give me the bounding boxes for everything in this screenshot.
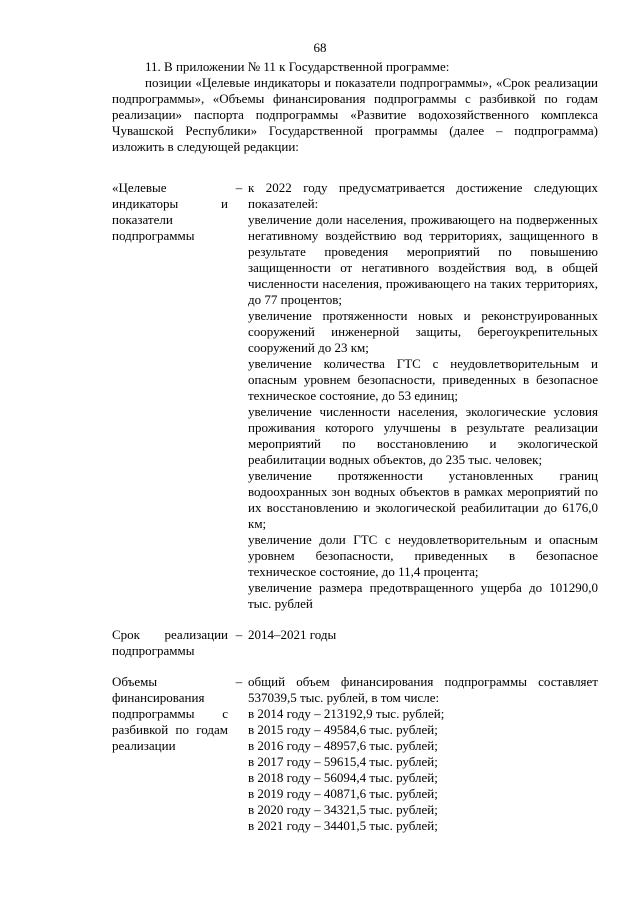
funding-dash: – <box>235 674 243 689</box>
indicator-item: к 2022 году предусматривается достижение следующих показателей: <box>248 180 598 211</box>
funding-item: в 2014 году – 213192,9 тыс. рублей; <box>248 706 445 721</box>
indicators-content <box>248 180 598 612</box>
period-label: Срок реализации подпрограммы <box>112 627 228 658</box>
funding-label: Объемы финансирования подпрограммы с разбивкой по годам реализации <box>112 674 228 753</box>
funding-content <box>248 674 598 834</box>
amendment-item-title: 11. В приложении № 11 к Государственной программе: <box>145 59 450 74</box>
funding-item: в 2017 году – 59615,4 тыс. рублей; <box>248 754 438 769</box>
amendment-item-body: позиции «Целевые индикаторы и показатели подпрограммы», «Срок реализации подпрограммы», «Объемы финансирования подпрограммы с разбивкой по годам реализации» паспорта подпрограммы «Развитие водохозяйственного комплекса Чувашской Республики» Государственной программы (далее – подпрограмма) изложить в следующей редакции: <box>112 75 598 154</box>
funding-item: в 2020 году – 34321,5 тыс. рублей; <box>248 802 438 817</box>
indicator-item: увеличение доли ГТС с неудовлетворительным и опасным уровнем безопасности, приведенных в безопасное техническое состояние, до 11,4 процента; <box>248 532 598 579</box>
page-number: 68 <box>313 40 327 55</box>
period-dash: – <box>235 627 243 642</box>
funding-item: в 2016 году – 48957,6 тыс. рублей; <box>248 738 438 753</box>
funding-item: общий объем финансирования подпрограммы составляет 537039,5 тыс. рублей, в том числе: <box>248 674 598 705</box>
indicator-item: увеличение протяженности новых и реконструированных сооружений инженерной защиты, берегоукрепительных сооружений до 23 км; <box>248 308 598 355</box>
amendment-intro <box>112 59 598 155</box>
funding-item: в 2021 году – 34401,5 тыс. рублей; <box>248 818 438 833</box>
indicator-item: увеличение протяженности установленных границ водоохранных зон водных объектов в рамках мероприятий по их восстановлению и экологической реабилитации до 6176,0 км; <box>248 468 598 531</box>
indicator-item: увеличение размера предотвращенного ущерба до 101290,0 тыс. рублей <box>248 580 598 611</box>
indicators-label: «Целевые индикаторы и показатели подпрограммы <box>112 180 228 243</box>
funding-item: в 2018 году – 56094,4 тыс. рублей; <box>248 770 438 785</box>
funding-item: в 2015 году – 49584,6 тыс. рублей; <box>248 722 438 737</box>
indicator-item: увеличение численности населения, экологические условия проживания которого улучшены в результате реализации мероприятий по восстановлению и экологической реабилитации водных объектов, до 235 тыс. человек; <box>248 404 598 467</box>
period-value: 2014–2021 годы <box>248 627 337 642</box>
indicators-dash: – <box>235 180 243 195</box>
period-content <box>248 627 598 643</box>
indicator-item: увеличение количества ГТС с неудовлетворительным и опасным уровнем безопасности, приведенных в безопасное техническое состояние, до 53 единиц; <box>248 356 598 403</box>
indicator-item: увеличение доли населения, проживающего на подверженных негативному воздействию вод территориях, защищенного в результате проведения мероприятий по повышению защищенности от негативного воздействия вод, в общей численности населения, проживающего на таких территориях, до 77 процентов; <box>248 212 598 307</box>
funding-item: в 2019 году – 40871,6 тыс. рублей; <box>248 786 438 801</box>
